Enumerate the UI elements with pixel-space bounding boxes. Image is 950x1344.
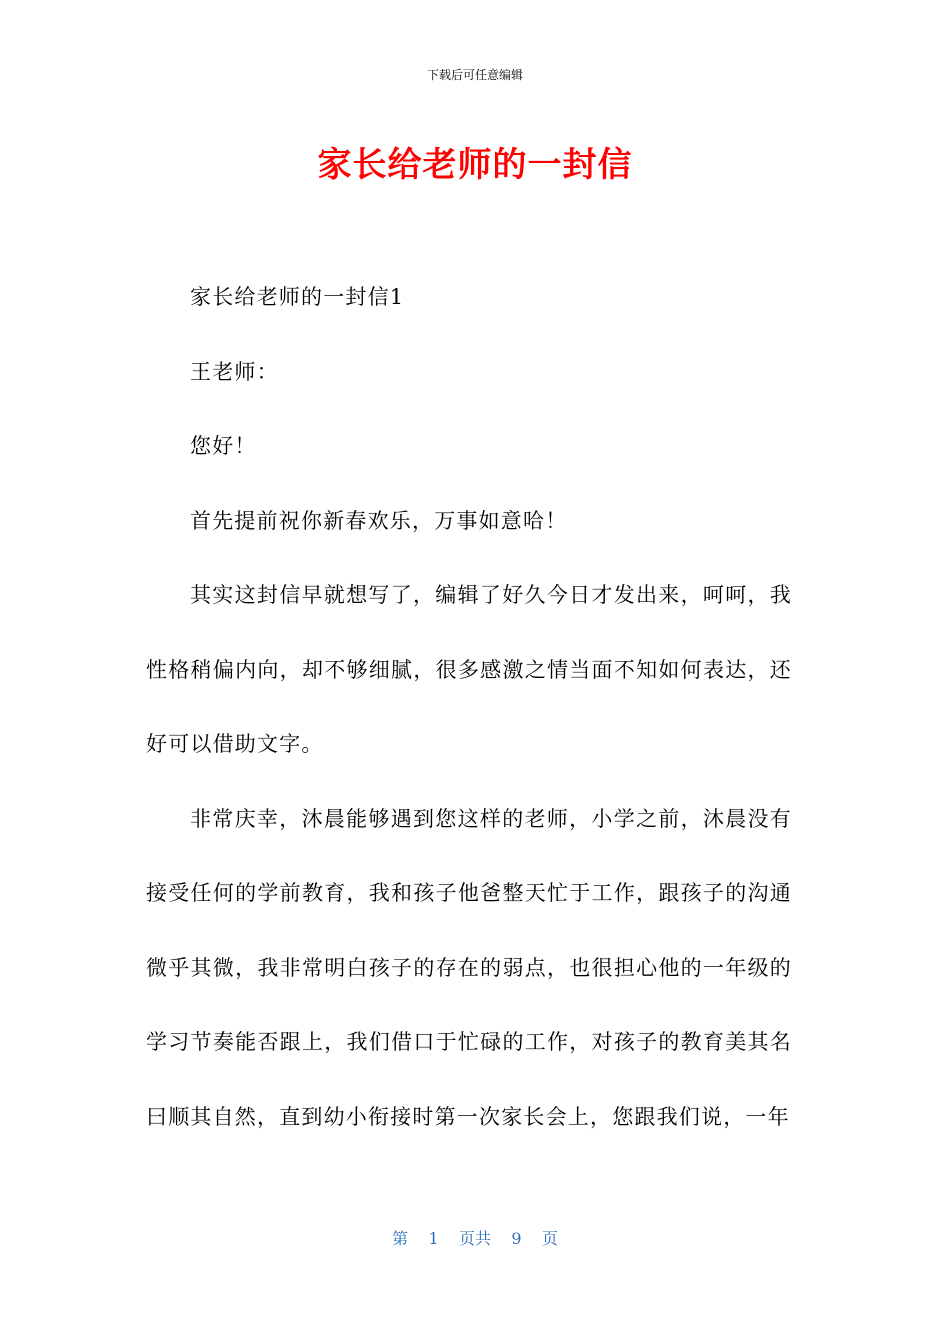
page-middle: 页共 xyxy=(458,1229,491,1248)
salutation: 王老师： xyxy=(190,359,279,384)
page-total: 9 xyxy=(511,1229,522,1248)
paragraph-intro: 其实这封信早就想写了，编辑了好久今日才发出来，呵呵，我性格稍偏内向，却不够细腻，很多感激之情当面不知如何表达，还好可以借助文字。 xyxy=(146,583,792,756)
letter-heading: 家长给老师的一封信1 xyxy=(190,285,405,309)
greeting: 您好！ xyxy=(190,434,257,458)
header-note: 下载后可任意编辑 xyxy=(426,68,523,82)
document-title: 家长给老师的一封信 xyxy=(317,145,633,185)
page-suffix: 页 xyxy=(541,1229,558,1248)
page-prefix: 第 xyxy=(392,1229,409,1248)
page-footer xyxy=(0,1228,950,1250)
letter-body xyxy=(146,260,792,1154)
new-year-wish: 首先提前祝你新春欢乐，万事如意哈！ xyxy=(190,508,568,533)
page-current: 1 xyxy=(428,1229,439,1248)
paragraph-gratitude: 非常庆幸，沐晨能够遇到您这样的老师，小学之前，沐晨没有接受任何的学前教育，我和孩子他爸整天忙于工作，跟孩子的沟通微乎其微，我非常明白孩子的存在的弱点，也很担心他的一年级的学习节奏能否跟上，我们借口于忙碌的工作，对孩子的教育美其名曰顺其自然，直到幼小衔接时第一次家长会上，您跟我们说，一年 xyxy=(146,806,792,1129)
